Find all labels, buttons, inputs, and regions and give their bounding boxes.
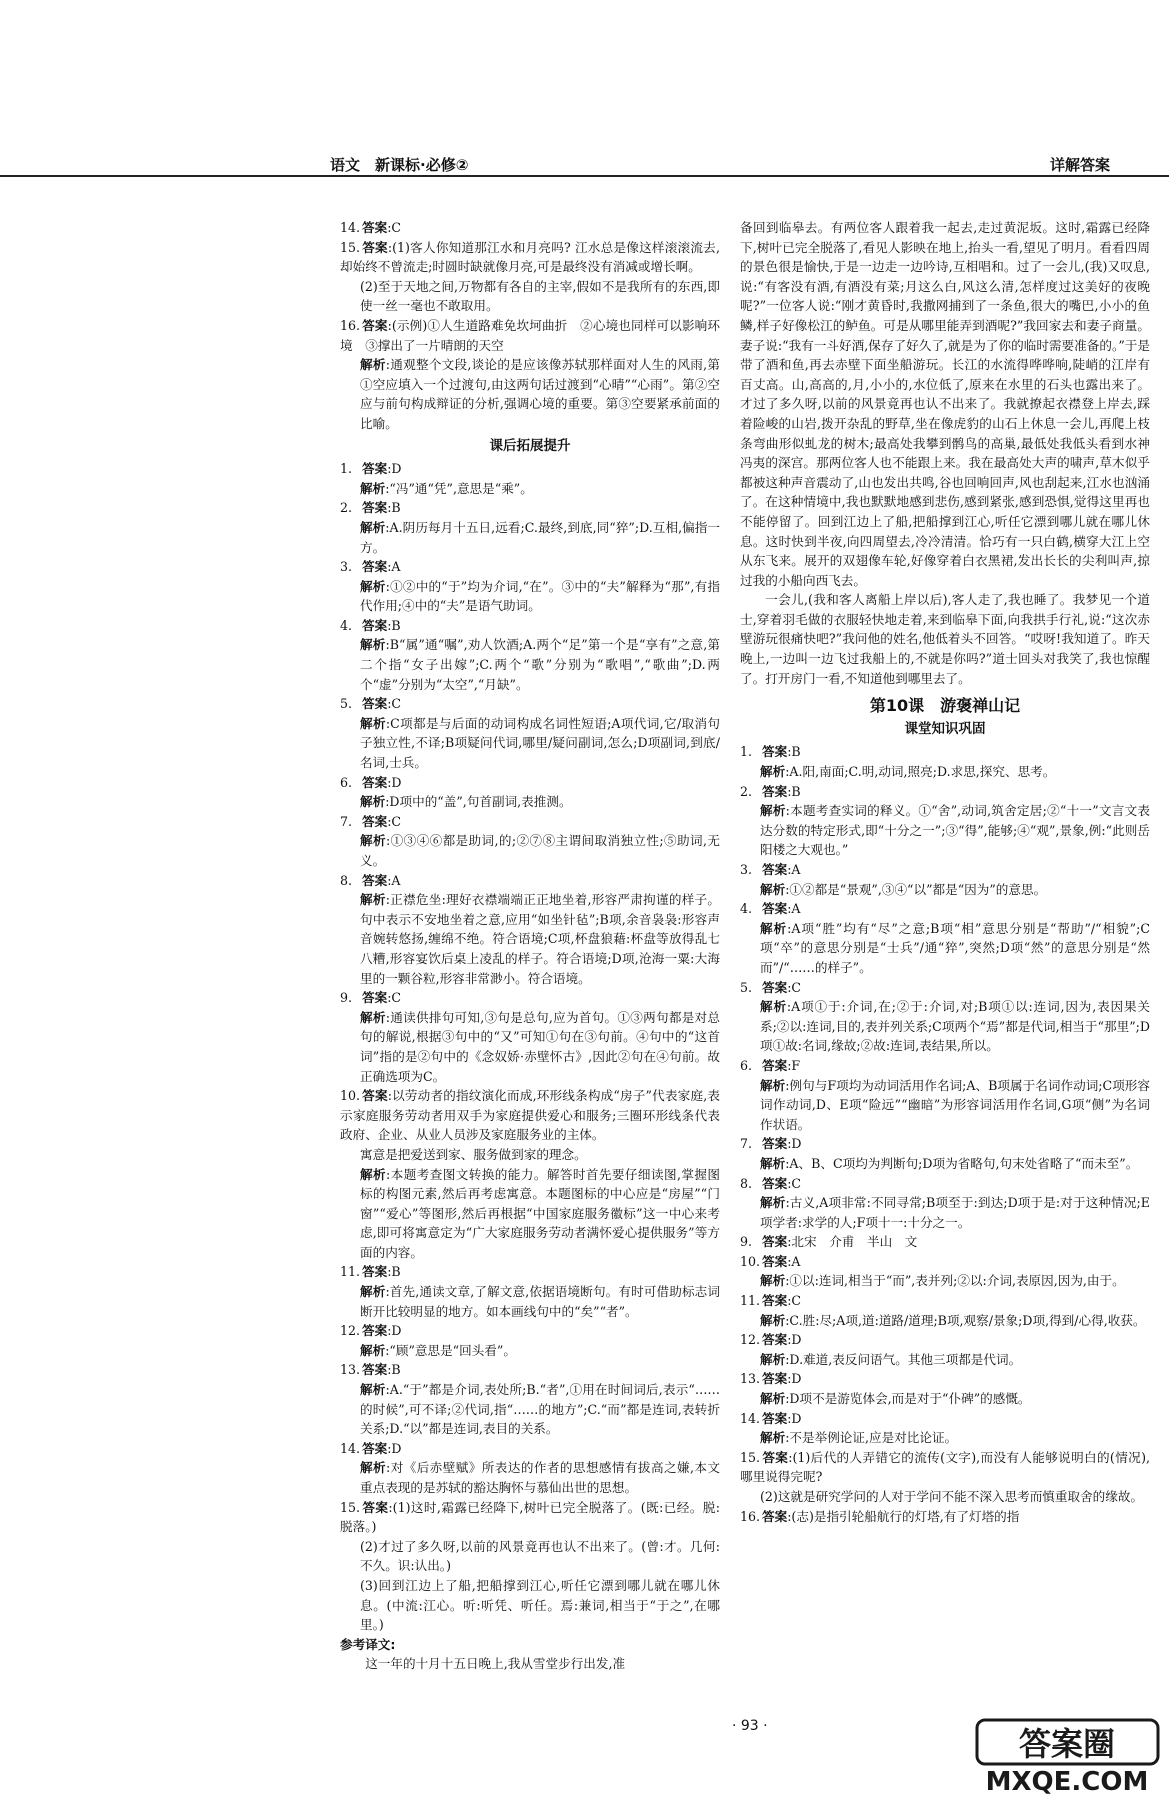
item-text: :C — [787, 1293, 802, 1309]
item-label: 答案 — [362, 239, 388, 255]
item-label: 答案 — [362, 1499, 389, 1515]
item-number: 11. — [740, 1293, 761, 1309]
answer-item — [740, 1369, 1150, 1389]
item-text: :A — [787, 901, 801, 917]
item-text: :D — [387, 774, 402, 790]
item-number: 15. — [340, 239, 361, 255]
item-label: 解析 — [360, 1284, 386, 1300]
text-line — [340, 1165, 720, 1263]
answer-item — [740, 978, 1150, 998]
item-text: :C — [787, 979, 802, 995]
item-number: 15. — [340, 1499, 361, 1515]
watermark-text: 答案圈 — [1018, 1725, 1116, 1763]
item-text: :D — [787, 1410, 802, 1426]
text-line — [340, 635, 720, 694]
item-text: :首先,通读文章,了解文意,依据语境断句。有时可借助标志词断开比较明显的地方。如本画线句中的“矣”“者”。 — [360, 1284, 720, 1319]
answer-item — [740, 1330, 1150, 1350]
item-label: 答案 — [762, 1234, 788, 1250]
header-rule — [0, 175, 1169, 177]
item-text: :C — [787, 1175, 802, 1191]
item-text: :A — [387, 559, 401, 575]
answer-item — [340, 218, 720, 238]
item-label: 解析 — [760, 1077, 786, 1093]
text-line — [340, 1145, 720, 1165]
item-label: 解析 — [360, 1382, 386, 1398]
item-text: :(1)这时,霜露已经降下,树叶已完全脱落了。(既:已经。脱:脱落。) — [340, 1499, 720, 1535]
page-header — [0, 150, 1169, 176]
item-text: :(志)是指引轮船航行的灯塔,有了灯塔的指 — [787, 1508, 1020, 1524]
answer-item — [340, 812, 720, 832]
item-number: 3. — [340, 559, 353, 575]
watermark-domain: MXQE.COM — [985, 1767, 1149, 1794]
item-text: :C — [387, 696, 402, 712]
item-number: 12. — [340, 1323, 361, 1339]
text-line — [740, 762, 1150, 782]
answer-item — [740, 1056, 1150, 1076]
answer-item — [340, 1086, 720, 1145]
item-label: 解析 — [760, 764, 786, 780]
item-text: :D.难道,表反问语气。其他三项都是代词。 — [785, 1351, 1022, 1367]
item-text: :B“属”通“嘱”,劝人饮酒;A.两个“足”第一个是“享有”之意,第二个指“女子出嫁”;C.两个“歌”分别为“歌唱”,“歌曲”;D.两个“虚”分别为“太空”,“月缺”。 — [360, 637, 721, 692]
item-text: :D — [787, 1332, 802, 1348]
answer-item — [740, 782, 1150, 802]
item-text: (2)才过了多久呀,以前的风景竟再也认不出来了。(曾:才。几何:不久。识:认出。) — [360, 1538, 720, 1574]
item-text: :B — [787, 744, 801, 760]
answer-item — [340, 1360, 720, 1380]
item-text: 一会儿,(我和客人离船上岸以后),客人走了,我也睡了。我梦见一个道士,穿着羽毛做的衣服轻快地走着,来到临皋下面,向我拱手行礼,说:“这次赤壁游玩很痛快吧?”我问他的姓名,他低着头不回答。“哎呀!我知道了。昨天晚上,一边叫一边飞过我船上的,不就是你吗?”道士回头对我笑了,我也惊醒了。打开房门一看,不知道他到哪里去了。 — [740, 592, 1150, 686]
item-text: :①③④⑥都是助词,的;②⑦⑧主谓间取消独立性;⑤助词,无义。 — [360, 833, 720, 868]
item-label: 解析 — [760, 1430, 786, 1446]
item-text: :D — [387, 1323, 402, 1339]
answer-item — [740, 1174, 1150, 1194]
item-number: 2. — [340, 500, 353, 516]
item-text: :①②中的“于”均为介词,“在”。③中的“夫”解释为“那”,有指代作用;④中的“夫”是语气助词。 — [360, 578, 721, 614]
item-label: 答案 — [362, 774, 388, 790]
item-text: :D — [787, 1136, 802, 1152]
item-label: 解析 — [360, 578, 386, 594]
text-line — [340, 1635, 720, 1655]
item-number: 5. — [740, 979, 753, 995]
item-number: 3. — [740, 862, 753, 877]
item-label: 解析 — [360, 794, 386, 810]
item-label: 答案 — [762, 901, 788, 917]
text-line — [740, 1389, 1150, 1409]
text-line — [340, 1282, 720, 1321]
item-text: :A.阳,南面;C.明,动词,照亮;D.求思,探究、思考。 — [785, 764, 1056, 780]
item-label: 答案 — [762, 862, 788, 877]
item-label: 答案 — [362, 1440, 388, 1456]
item-text: :D — [387, 461, 402, 477]
item-text: :通读供排句可知,③句是总句,应为首句。①③两句都是对总句的解说,根据③句中的“又”可知①句在③句前。④句中的“这首词”指的是②句中的《念奴娇·赤壁怀古》,因此②句在④句前。故正确选项为C。 — [360, 1009, 721, 1084]
answer-item — [740, 1252, 1150, 1272]
item-label: 答案 — [362, 696, 388, 712]
answer-item — [740, 742, 1150, 762]
item-text: :以劳动者的指纹演化而成,环形线条构成“房子”代表家庭,表示家庭服务劳动者用双手为家庭提供爱心和服务;三圈环形线条代表政府、企业、从业人员涉及家庭服务业的主体。 — [340, 1088, 720, 1143]
item-number: 10. — [740, 1253, 761, 1269]
item-label: 解析 — [760, 803, 786, 819]
section-heading: 课堂知识巩固 — [904, 720, 986, 737]
item-text: 这一年的十月十五日晚上,我从雪堂步行出发,准 — [365, 1656, 626, 1672]
item-label: 答案 — [762, 979, 788, 995]
answer-item — [340, 498, 720, 518]
page-number: · 93 · — [732, 1718, 768, 1734]
item-label: 答案 — [362, 317, 388, 333]
item-text: :本题考查实词的释义。①“舍”,动词,筑舍定居;②“十一”文言文表达分数的特定形式,即“十分之一”;③“得”,能够;④“观”,景象,例:“此则岳阳楼之大观也。” — [760, 803, 1150, 858]
item-text: :B — [387, 1362, 401, 1378]
item-text: :A.“于”都是介词,表处所;B.“者”,①用在时间词后,表示“……的时候”,可不译;②代词,指“……的地方”;C.“而”都是连词,表转折关系;D.“以”都是连词,表目的关系。 — [360, 1382, 721, 1437]
item-number: 10. — [340, 1088, 361, 1104]
item-label: 答案 — [362, 1088, 388, 1104]
answer-item — [740, 1409, 1150, 1429]
text-line — [740, 880, 1150, 900]
text-line — [740, 1350, 1150, 1370]
answer-item — [740, 1507, 1150, 1527]
item-label: 解析 — [760, 999, 787, 1015]
item-label: 答案 — [362, 1362, 388, 1378]
answer-item — [340, 988, 720, 1008]
item-number: 4. — [340, 617, 353, 633]
answer-item — [340, 616, 720, 636]
text-line — [340, 792, 720, 812]
item-text: 备回到临皋去。有两位客人跟着我一起去,走过黄泥坂。这时,霜露已经降下,树叶已完全脱落了,看见人影映在地上,抬头一看,望见了明月。看看四周的景色很是愉快,于是一边走一边吟诗,互相唱和。过了一会儿,(我)又叹息,说:“有客没有酒,有酒没有菜;月这么白,风这么清,怎样度过这美好的夜晚呢?”一位客人说:“刚才黄昏时,我撒网捕到了一条鱼,很大的嘴巴,小小的鱼鳞,样子好像松江的鲈鱼。可是从哪里能弄到酒呢?”我回家去和妻子商量。妻子说:“我有一斗好酒,保存了好久了,就是为了你的临时需要准备的。”于是带了酒和鱼,再去赤壁下面坐船游玩。长江的水流得哗哗响,陡峭的江岸有百丈高。山,高高的,月,小小的,水位低了,原来在水里的石头也露出来了。才过了多久呀,以前的风景竟再也认不出来了。我就撩起衣襟登上岸去,踩着险峻的山岩,拨开杂乱的野草,坐在像虎豹的山石上休息一会儿,再爬上枝条弯曲形似虬龙的树木;最高处我攀到鹘鸟的高巢,最低处我低头看到水神冯夷的深宫。那两位客人也不能跟上来。我在最高处大声的啸声,草木似乎都被这种声音震动了,山也发出共鸣,谷也回响回声,风也刮起来,江水也汹涌了。在这种情境中,我也默默地感到悲伤,感到紧张,感到恐惧,觉得这里再也不能停留了。回到江边上了船,把船撑到江心,听任它漂到哪儿就在哪儿休息。这时快到半夜,向四周望去,冷冷清清。恰巧有一只白鹤,横穿大江上空从东飞来。展开的双翅像车轮,好像穿着白衣黑裙,发出长长的尖利叫声,掠过我的小船向西飞去。 — [740, 220, 1150, 588]
item-label: 答案 — [362, 990, 388, 1006]
item-label: 解析 — [360, 1009, 386, 1025]
answer-item — [340, 1262, 720, 1282]
item-text: :(示例)①人生道路难免坎坷曲折 ②心境也同样可以影响环境 ③撑出了一片晴朗的天空 — [340, 317, 720, 353]
text-line — [340, 1341, 720, 1361]
answer-item — [340, 238, 720, 277]
text-line — [340, 355, 720, 433]
item-text: :①②都是“景观”,③④“以”都是“因为”的意思。 — [785, 881, 1047, 897]
text-line — [740, 801, 1150, 860]
item-label: 答案 — [362, 813, 388, 829]
item-number: 1. — [340, 461, 353, 477]
answer-item — [340, 871, 720, 891]
item-label: 答案 — [762, 1449, 789, 1465]
text-line — [340, 1576, 720, 1635]
item-text: :A、B、C项均为判断句;D项为省略句,句末处省略了“而未至”。 — [785, 1155, 1139, 1171]
item-number: 8. — [740, 1175, 753, 1191]
text-line — [740, 1076, 1150, 1135]
item-label: 答案 — [762, 783, 788, 799]
item-label: 答案 — [362, 1264, 388, 1280]
item-label: 答案 — [762, 1410, 788, 1426]
item-text: :B — [387, 500, 401, 516]
item-text: :B — [387, 617, 401, 633]
header-subject: 语文 新课标·必修② — [330, 156, 469, 174]
item-text: :C.胜:尽;A项,道:道路/道理;B项,观察/景象;D项,得到/心得,收获。 — [785, 1312, 1146, 1328]
item-text: :B — [387, 1264, 401, 1280]
text-line — [340, 277, 720, 316]
text-line — [340, 518, 720, 557]
item-label: 解析 — [360, 1460, 387, 1476]
item-text: :不是举例论证,应是对比论证。 — [785, 1430, 958, 1446]
item-number: 6. — [740, 1057, 753, 1073]
item-label: 解析 — [760, 1195, 786, 1211]
answer-item — [340, 557, 720, 577]
text-line — [340, 577, 720, 616]
answer-item — [740, 1291, 1150, 1311]
text-line — [340, 1458, 720, 1497]
item-number: 1. — [740, 744, 753, 760]
answer-item — [740, 1448, 1150, 1487]
item-label: 解析 — [360, 637, 386, 653]
item-label: 答案 — [762, 1057, 788, 1073]
item-text: :A — [787, 862, 801, 877]
item-text: :“顾”意思是“回头看”。 — [385, 1342, 516, 1358]
answer-item — [740, 860, 1150, 880]
item-label: 解析 — [760, 1155, 786, 1171]
text-line — [740, 1271, 1150, 1291]
item-number: 11. — [340, 1264, 361, 1280]
item-label: 解析 — [360, 480, 386, 496]
item-text: :D项不是游览体会,而是对于“仆碑”的感慨。 — [785, 1391, 1031, 1407]
text-line — [340, 831, 720, 870]
text-line — [740, 1193, 1150, 1232]
answer-item — [740, 1232, 1150, 1252]
answer-item — [340, 459, 720, 479]
item-label: 答案 — [762, 744, 788, 760]
item-number: 4. — [740, 901, 753, 917]
item-label: 答案 — [362, 220, 388, 235]
item-label: 解析 — [760, 1273, 786, 1289]
item-number: 8. — [340, 872, 353, 888]
text-line — [340, 479, 720, 499]
item-text: (2)这就是研究学问的人对于学问不能不深入思考而慎重取舍的缘故。 — [760, 1489, 1144, 1504]
text-line — [740, 1311, 1150, 1331]
answer-item — [740, 899, 1150, 919]
item-label: 答案 — [362, 617, 388, 633]
text-line — [740, 1428, 1150, 1448]
header-answer-title: 详解答案 — [1050, 156, 1111, 174]
item-text: :C — [387, 990, 402, 1006]
item-text: (3)回到江边上了船,把船撑到江心,听任它漂到哪儿就在哪儿休息。(中流:江心。听:听凭、听任。焉:兼词,相当于“于之”,在哪里。) — [360, 1577, 720, 1633]
item-text: :A — [387, 872, 401, 888]
item-label: 解析 — [760, 1312, 786, 1328]
item-label: 解析 — [360, 1166, 387, 1182]
item-text: :例句与F项均为动词活用作名词;A、B项属于名词作动词;C项形容词作动词,D、E项“险远”“幽暗”为形容词活用作名词,G项“侧”为名词作状语。 — [760, 1077, 1151, 1132]
item-number: 16. — [740, 1508, 761, 1524]
lesson-title: 第10课 游褒禅山记 — [869, 696, 1021, 716]
item-text: :北宋 介甫 半山 文 — [787, 1234, 918, 1250]
answer-item — [740, 1134, 1150, 1154]
right-column — [740, 218, 1150, 1526]
item-label: 解析 — [760, 1351, 786, 1367]
item-label: 答案 — [762, 1293, 788, 1309]
item-label: 答案 — [362, 500, 388, 516]
item-text: :(1)后代的人弄错它的流传(文字),而没有人能够说明白的(情况),哪里说得完呢? — [740, 1449, 1150, 1485]
item-text: :F — [787, 1057, 801, 1073]
item-label: 答案 — [362, 559, 388, 575]
item-label: 答案 — [762, 1332, 788, 1348]
item-number: 7. — [340, 813, 353, 829]
item-text: :A.阴历每月十五日,远看;C.最终,到底,同“猝”;D.互相,偏指一方。 — [360, 519, 721, 555]
item-number: 9. — [740, 1234, 753, 1250]
text-line — [740, 218, 1150, 590]
item-label: 答案 — [362, 461, 388, 477]
item-number: 14. — [740, 1410, 761, 1426]
answer-item — [340, 773, 720, 793]
item-text: 寓意是把爱送到家、服务做到家的理念。 — [360, 1146, 587, 1162]
item-text: :C项都是与后面的动词构成名词性短语;A项代词,它/取消句子独立性,不译;B项疑问代词,哪里/疑问副词,怎么;D项副词,到底/名词,士兵。 — [360, 715, 721, 771]
text-line — [740, 590, 1150, 688]
item-number: 16. — [340, 317, 361, 333]
item-text: :A — [787, 1253, 801, 1269]
text-line — [340, 890, 720, 988]
item-label: 解析 — [360, 833, 386, 849]
item-number: 7. — [740, 1136, 753, 1152]
item-label: 答案 — [362, 872, 388, 888]
item-text: :D — [387, 1440, 402, 1456]
item-number: 14. — [340, 220, 361, 235]
item-text: :D项中的“盖”,句首副词,表推测。 — [385, 794, 572, 810]
watermark-logo — [975, 1718, 1160, 1794]
item-number: 6. — [340, 774, 353, 790]
item-label: 答案 — [362, 1323, 388, 1339]
item-label: 解析 — [360, 357, 386, 373]
item-text: :对《后赤壁赋》所表达的作者的思想感情有拔高之嫌,本文重点表现的是苏轼的豁达胸怀与慕仙出世的思想。 — [360, 1460, 721, 1495]
answer-item — [340, 316, 720, 355]
left-column — [340, 218, 720, 1674]
item-label: 解析 — [760, 920, 788, 936]
item-label: 解析 — [360, 892, 386, 908]
item-label: 答案 — [762, 1136, 788, 1152]
item-number: 5. — [340, 696, 353, 712]
text-line — [740, 1154, 1150, 1174]
text-line — [340, 1654, 720, 1674]
item-text: :B — [787, 783, 801, 799]
item-label: 解析 — [360, 519, 386, 535]
item-label: 答案 — [762, 1508, 788, 1524]
item-text: :①以:连词,相当于“而”,表并列;②以:介词,表原因,因为,由于。 — [785, 1273, 1125, 1289]
answer-item — [340, 1498, 720, 1537]
item-text: 参考译文: — [340, 1636, 396, 1652]
text-line — [340, 1380, 720, 1439]
item-text: (2)至于天地之间,万物都有各自的主宰,假如不是我所有的东西,即使一丝一毫也不敢取用。 — [360, 278, 720, 314]
item-label: 答案 — [762, 1175, 788, 1191]
item-text: :C — [387, 220, 402, 235]
item-number: 13. — [740, 1371, 761, 1387]
item-number: 12. — [740, 1332, 761, 1348]
answer-item — [340, 1439, 720, 1459]
item-text: :“冯”通“凭”,意思是“乘”。 — [385, 480, 533, 496]
item-number: 13. — [340, 1362, 361, 1378]
item-text: :A项“胜”均有“尽”之意;B项“相”意思分别是“帮助”/“相貌”;C项“卒”的意思分别是“士兵”/通“猝”,突然;D项“然”的意思分别是“然而”/“……的样子”。 — [760, 920, 1150, 975]
item-label: 答案 — [762, 1253, 788, 1269]
item-label: 解析 — [760, 1391, 786, 1407]
item-number: 2. — [740, 783, 753, 799]
item-label: 解析 — [360, 715, 386, 731]
text-line — [340, 1008, 720, 1086]
item-text: :C — [387, 813, 402, 829]
item-text: :(1)客人你知道那江水和月亮吗? 江水总是像这样滚滚流去,却始终不曾流走;时圆时缺就像月亮,可是最终没有消减或增长啊。 — [340, 239, 721, 275]
text-line — [340, 1537, 720, 1576]
item-text: :D — [787, 1371, 802, 1387]
item-number: 9. — [340, 990, 353, 1006]
answer-item — [340, 694, 720, 714]
text-line — [740, 1487, 1150, 1507]
answer-item — [340, 1321, 720, 1341]
section-heading: 课后拓展提升 — [489, 437, 571, 454]
item-text: :古义,A项非常:不同寻常;B项至于:到达;D项于是:对于这种情况;E项学者:求学的人;F项十一:十分之一。 — [760, 1195, 1150, 1230]
item-number: 14. — [340, 1440, 361, 1456]
item-text: :本题考查图文转换的能力。解答时首先要仔细读图,掌握图标的构图元素,然后再考虑寓意。本题图标的中心应是“房屋”“门窗”“爱心”等图形,然后再根据“中国家庭服务徽标”这一中心来考虑,即可将寓意定为“广大家庭服务劳动者满怀爱心提供服务”等方面的内容。 — [360, 1166, 721, 1260]
text-line — [340, 714, 720, 773]
item-label: 答案 — [762, 1371, 788, 1387]
item-text: :通观整个文段,谈论的是应该像苏轼那样面对人生的风雨,第①空应填入一个过渡句,由这两句话过渡到“心晴”“心雨”。第②空应与前句构成辩证的分析,强调心境的重要。第③空要紧承前面的比喻。 — [360, 357, 721, 431]
item-text: :A项①于:介词,在;②于:介词,对;B项①以:连词,因为,表因果关系;②以:连词,目的,表并列关系;C项两个“焉”都是代词,相当于“那里”;D项①故:名词,缘故;②故:连词,表结果,所以。 — [760, 999, 1151, 1054]
item-number: 15. — [740, 1449, 761, 1465]
item-label: 解析 — [360, 1342, 386, 1358]
item-label: 解析 — [760, 881, 786, 897]
text-line — [740, 997, 1150, 1056]
text-line — [740, 919, 1150, 978]
item-text: :正襟危坐:理好衣襟端端正正地坐着,形容严肃拘谨的样子。句中表示不安地坐着之意,应用“如坐针毡”;B项,余音袅袅:形容声音婉转悠扬,缠绵不绝。符合语境;C项,杯盘狼藉:杯盘等放得乱七八糟,形容宴饮后桌上凌乱的样子。符合语境;D项,沧海一粟:大海里的一颗谷粒,形容非常渺小。符合语境。 — [360, 892, 720, 986]
